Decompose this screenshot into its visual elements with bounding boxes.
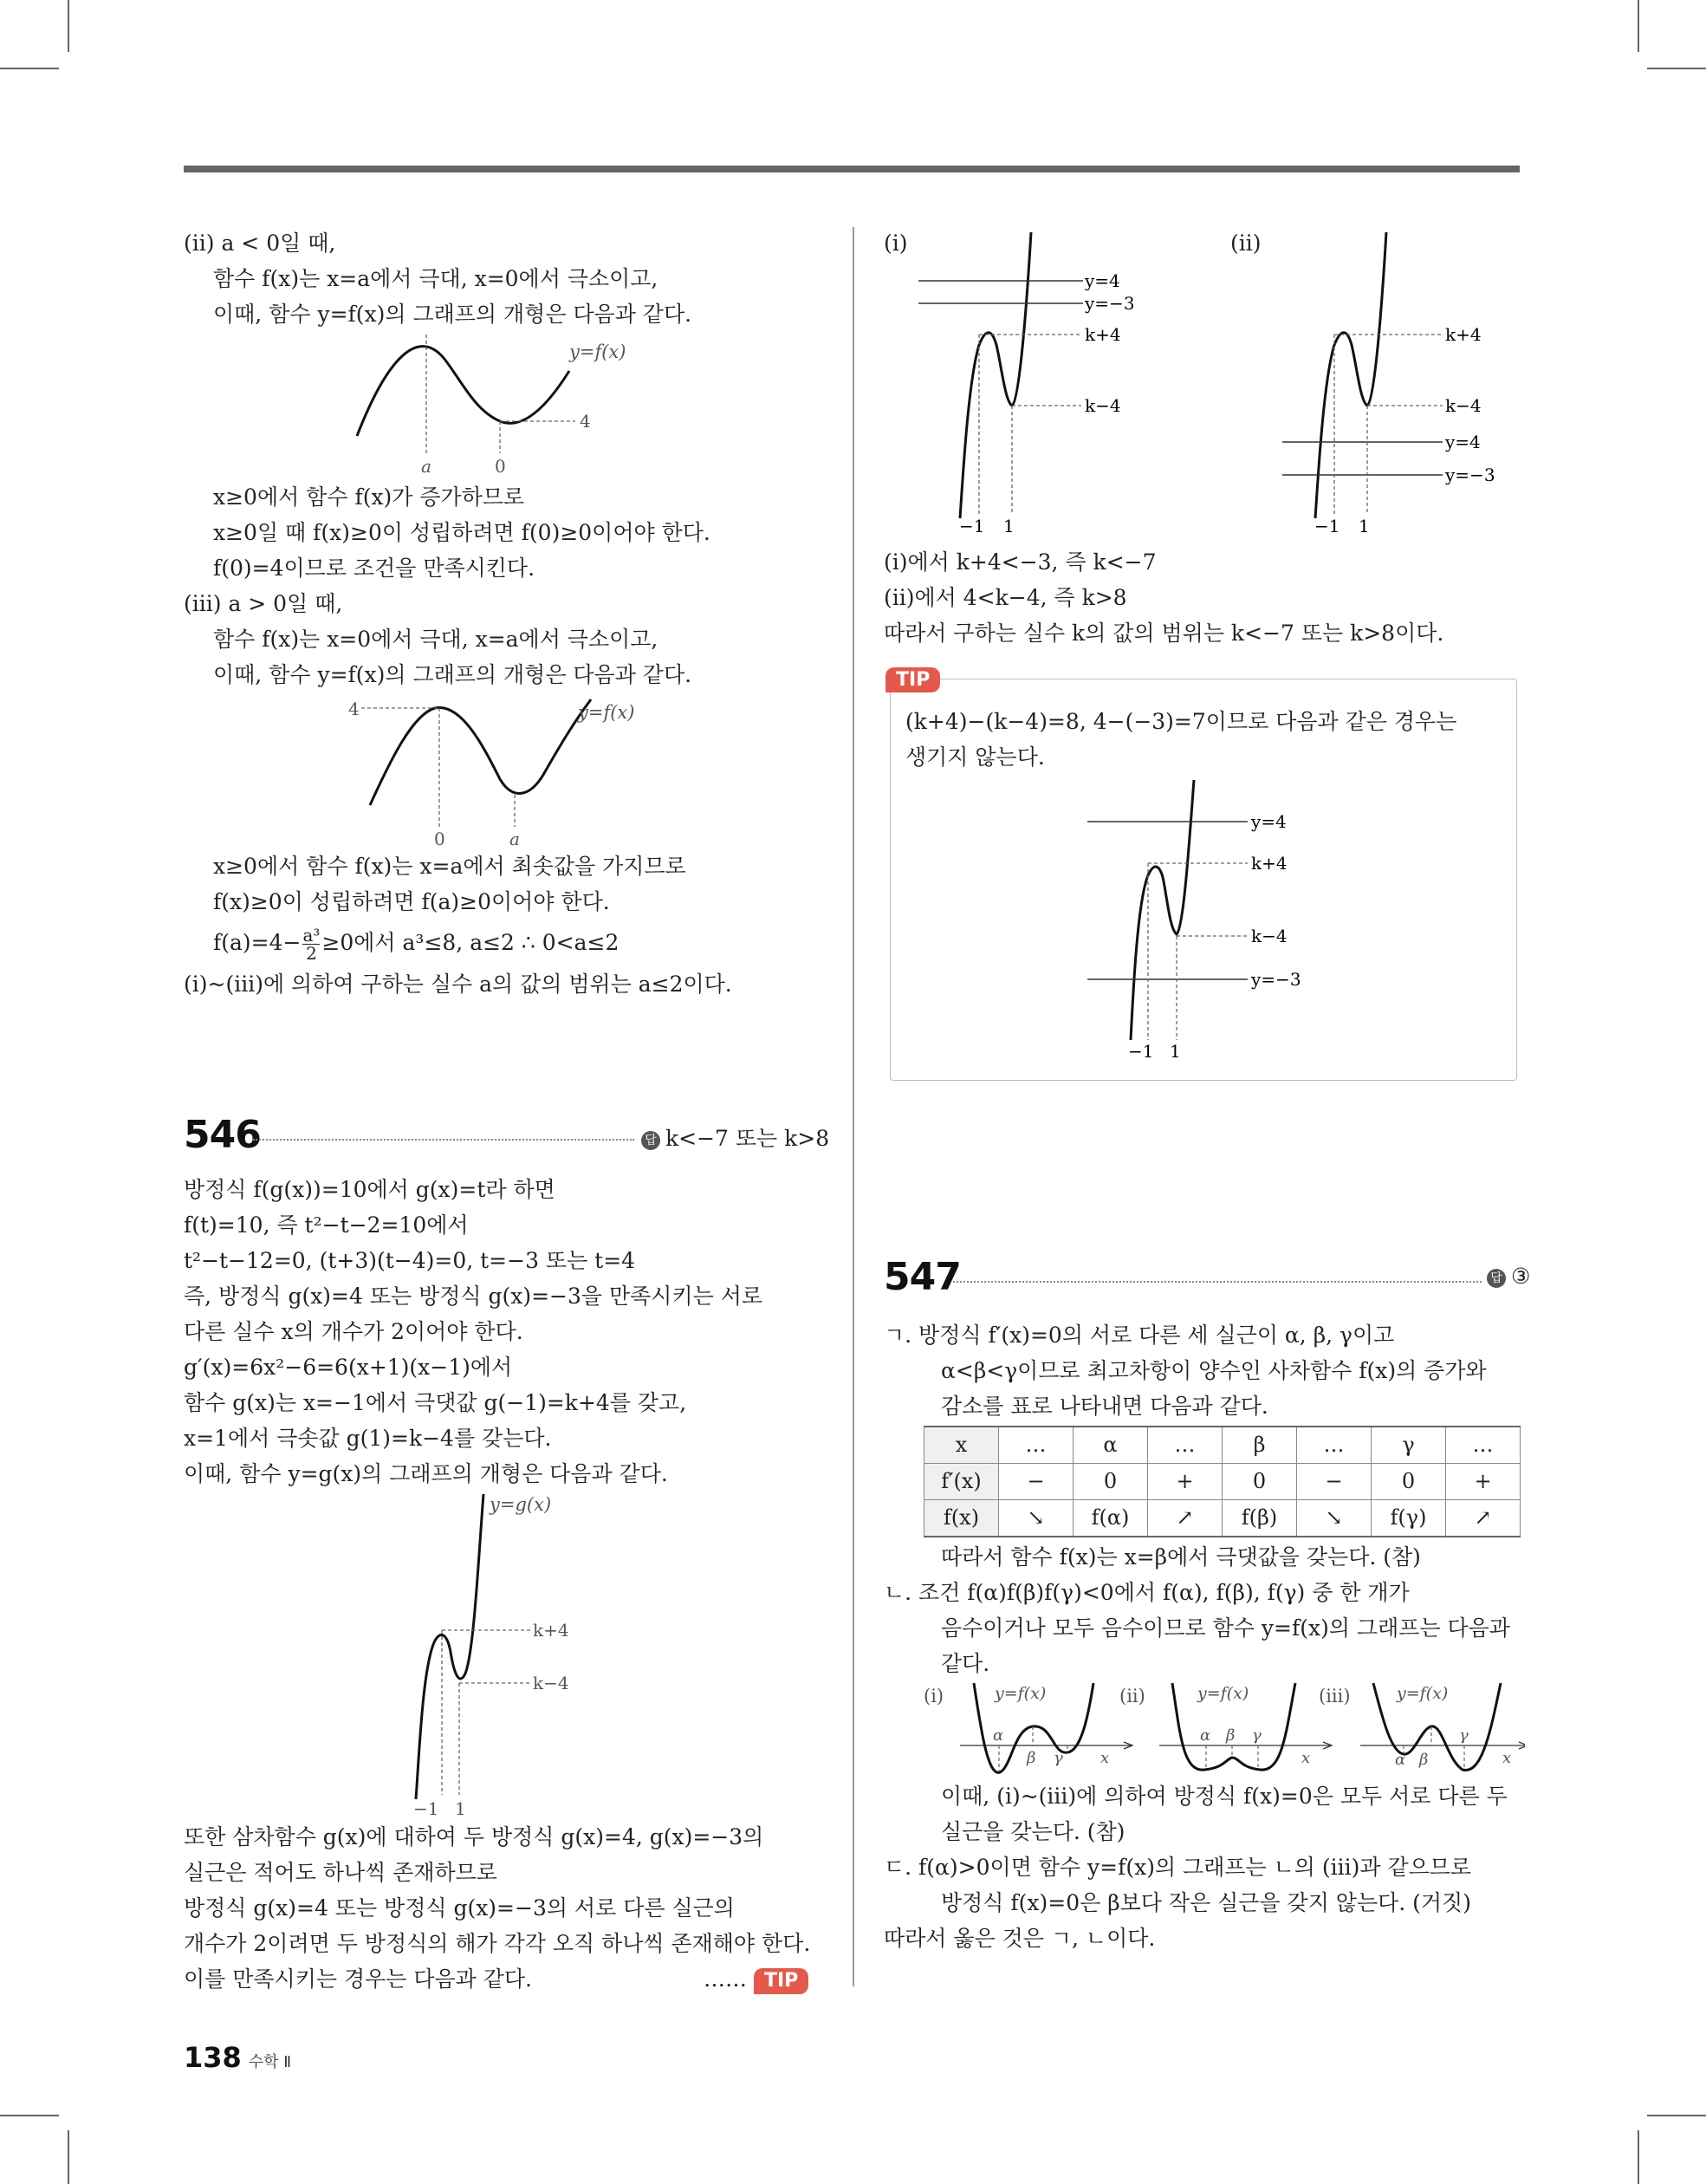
table-cell: f(β): [1223, 1500, 1297, 1537]
crop-mark: [0, 2115, 59, 2116]
table-cell: γ: [1372, 1427, 1446, 1464]
mini-label: (i): [924, 1686, 944, 1706]
text-line: 이때, (i)~(iii)에 의하여 방정식 f(x)=0은 모두 서로 다른 두: [941, 1784, 1508, 1809]
value-label: k−4: [1251, 926, 1288, 946]
text-line: 함수 f(x)는 x=0에서 극대, x=a에서 극소이고,: [213, 627, 658, 652]
axis-label: x: [1301, 1749, 1311, 1767]
curve-label: y=f(x): [569, 341, 626, 362]
right-figure-label-ii: (ii): [1230, 231, 1262, 256]
table-cell: …: [1446, 1427, 1521, 1464]
table-cell: β: [1223, 1427, 1297, 1464]
table-cell: −: [999, 1464, 1074, 1500]
tip-badge: TIP: [885, 667, 940, 692]
table-row: [924, 1500, 1521, 1537]
root-label: γ: [1252, 1726, 1262, 1745]
table-cell: −: [1297, 1464, 1372, 1500]
text-line: 실근을 갖는다. (참): [941, 1819, 1125, 1844]
table-cell: f′(x): [924, 1464, 999, 1500]
root-label: β: [1027, 1749, 1036, 1767]
axis-label: a: [509, 829, 520, 848]
crop-mark: [68, 0, 69, 52]
value-label: k−4: [533, 1673, 569, 1693]
axis-label: −1: [1314, 516, 1340, 536]
right-conclusion: [884, 544, 1516, 651]
problem-547-header: [884, 1255, 1531, 1303]
fraction-denominator: 2: [306, 943, 317, 964]
line-label: y=−3: [1085, 293, 1135, 314]
value-label: 4: [348, 699, 360, 719]
graph-case-i: [910, 232, 1187, 537]
text-line: [184, 1961, 825, 1997]
value-label: k+4: [1085, 324, 1121, 345]
table-cell: f(x): [924, 1500, 999, 1537]
text-line: g′(x)=6x²−6=6(x+1)(x−1)에서: [184, 1355, 513, 1380]
text-line: 이때, 함수 y=f(x)의 그래프의 개형은 다음과 같다.: [213, 302, 692, 327]
crop-mark: [1638, 2130, 1639, 2184]
text-line: 감소를 표로 나타내면 다음과 같다.: [941, 1394, 1268, 1419]
left-solution-continuation: [184, 225, 825, 1002]
table-cell: …: [1297, 1427, 1372, 1464]
text-line: f(0)=4이므로 조건을 만족시킨다.: [213, 556, 535, 581]
crop-mark: [68, 2130, 69, 2184]
text-line: 또한 삼차함수 g(x)에 대하여 두 방정식 g(x)=4, g(x)=−3의: [184, 1824, 764, 1849]
axis-label: 0: [495, 456, 506, 477]
answer-text: k<−7 또는 k>8: [665, 1126, 830, 1151]
text-line: 즉, 방정식 g(x)=4 또는 방정식 g(x)=−3을 만족시키는 서로: [184, 1284, 762, 1309]
value-label: k+4: [1445, 324, 1482, 345]
problem-number: 547: [884, 1255, 961, 1299]
curve-label: y=f(x): [1397, 1684, 1449, 1703]
conclusion-line: (i)~(iii)에 의하여 구하는 실수 a의 값의 범위는 a≤2이다.: [184, 972, 732, 997]
graph-case-ii: [184, 332, 825, 479]
quartic-graphs: [884, 1681, 1525, 1778]
axis-label: 1: [1359, 516, 1370, 536]
subject-label: 수학 Ⅱ: [248, 2053, 292, 2071]
text-line: 생기지 않는다.: [905, 744, 1045, 770]
line-label: y=4: [1251, 811, 1287, 832]
header-rule: [184, 166, 1520, 172]
root-label: γ: [1459, 1726, 1469, 1745]
table-cell: ↘: [999, 1500, 1074, 1537]
value-label: k+4: [1251, 853, 1288, 874]
table-cell: ↗: [1446, 1500, 1521, 1537]
line-label: y=4: [1085, 270, 1120, 291]
text-line: 같다.: [941, 1651, 990, 1676]
text-line: 이때, 함수 y=g(x)의 그래프의 개형은 다음과 같다.: [184, 1461, 668, 1486]
table-cell: 0: [1223, 1464, 1297, 1500]
text-line: (i)에서 k+4<−3, 즉 k<−7: [884, 549, 1157, 575]
mini-label: (iii): [1319, 1686, 1351, 1706]
problem-546-body: [184, 1172, 825, 1997]
axis-label: −1: [413, 1798, 439, 1819]
text-line: t²−t−12=0, (t+3)(t−4)=0, t=−3 또는 t=4: [184, 1248, 636, 1273]
axis-label: 1: [1170, 1041, 1181, 1062]
table-row: [924, 1427, 1521, 1464]
root-label: β: [1419, 1751, 1429, 1769]
tip-dots: ……: [704, 1966, 747, 1992]
answer-line: [1487, 1264, 1530, 1289]
table-cell: ↗: [1148, 1500, 1223, 1537]
curve-label: y=f(x): [578, 702, 635, 723]
curve-label: y=f(x): [1197, 1684, 1249, 1703]
right-figure-label-i: (i): [884, 231, 908, 256]
table-cell: ↘: [1297, 1500, 1372, 1537]
root-label: α: [1200, 1726, 1211, 1745]
text-fragment: 이를 만족시키는 경우는 다음과 같다.: [184, 1966, 532, 1992]
text-line: 개수가 2이려면 두 방정식의 해가 각각 오직 하나씩 존재해야 한다.: [184, 1931, 811, 1956]
text-line: x≥0에서 함수 f(x)는 x=a에서 최솟값을 가지므로: [213, 854, 686, 879]
answer-line: [641, 1121, 829, 1153]
line-label: y=−3: [1251, 969, 1301, 990]
table-cell: f(γ): [1372, 1500, 1446, 1537]
axis-label: 0: [434, 829, 445, 848]
axis-label: −1: [959, 516, 985, 536]
text-line: 따라서 옳은 것은 ㄱ, ㄴ이다.: [884, 1926, 1156, 1951]
axis-label: 1: [455, 1798, 466, 1819]
graph-case-iii: [184, 692, 825, 848]
text-line: 이때, 함수 y=f(x)의 그래프의 개형은 다음과 같다.: [213, 662, 692, 687]
text-line: ㄴ. 조건 f(α)f(β)f(γ)<0에서 f(α), f(β), f(γ) 중 한 개가: [884, 1580, 1410, 1605]
dotted-leader: [953, 1281, 1482, 1283]
text-line: f(t)=10, 즉 t²−t−2=10에서: [184, 1212, 469, 1238]
value-label: 4: [580, 411, 591, 432]
mini-graph-i: [924, 1683, 1132, 1772]
tip-text: [905, 704, 1512, 775]
crop-mark: [1638, 0, 1639, 52]
text-fragment: ≥0에서 a³≤8, a≤2 ∴ 0<a≤2: [321, 930, 619, 955]
text-line: 함수 f(x)는 x=a에서 극대, x=0에서 극소이고,: [213, 266, 658, 291]
table-cell: +: [1148, 1464, 1223, 1500]
column-divider: [853, 227, 854, 1986]
problem-546-header: [184, 1113, 830, 1161]
text-line: 따라서 함수 f(x)는 x=β에서 극댓값을 갖는다. (참): [941, 1544, 1421, 1570]
root-label: γ: [1054, 1749, 1063, 1767]
text-line: 다른 실수 x의 개수가 2이어야 한다.: [184, 1319, 523, 1344]
fraction: [302, 926, 320, 962]
problem-number: 546: [184, 1113, 261, 1157]
text-line: 실근은 적어도 하나씩 존재하므로: [184, 1860, 497, 1885]
line-label: y=−3: [1445, 465, 1495, 485]
text-line: ㄱ. 방정식 f′(x)=0의 서로 다른 세 실근이 α, β, γ이고: [884, 1323, 1395, 1348]
text-line: 음수이거나 모두 음수이므로 함수 y=f(x)의 그래프는 다음과: [941, 1615, 1510, 1641]
axis-label: x: [1100, 1749, 1110, 1767]
crop-mark: [1647, 2115, 1706, 2116]
fraction-line: [184, 920, 825, 966]
graph-g: [184, 1492, 825, 1819]
answer-text: ③: [1511, 1264, 1531, 1289]
text-line: 함수 g(x)는 x=−1에서 극댓값 g(−1)=k+4를 갖고,: [184, 1390, 687, 1415]
value-label: k−4: [1085, 395, 1121, 416]
case-ii-heading: (ii) a < 0일 때,: [184, 231, 336, 256]
answer-badge: 답: [1487, 1269, 1506, 1288]
root-label: β: [1226, 1726, 1236, 1745]
mini-graph-iii: [1319, 1683, 1525, 1771]
table-row: [924, 1464, 1521, 1500]
axis-label: −1: [1128, 1041, 1154, 1062]
value-label: k−4: [1445, 395, 1482, 416]
mini-label: (ii): [1119, 1686, 1145, 1706]
fraction-numerator: a³: [302, 925, 321, 946]
page-footer: [184, 2041, 291, 2074]
value-label: k+4: [533, 1620, 569, 1641]
axis-label: 1: [1003, 516, 1015, 536]
table-cell: 0: [1372, 1464, 1446, 1500]
text-line: 방정식 f(g(x))=10에서 g(x)=t라 하면: [184, 1177, 555, 1202]
graph-case-ii-k: [1265, 232, 1542, 537]
text-line: f(x)≥0이 성립하려면 f(a)≥0이어야 한다.: [213, 889, 610, 914]
text-line: 따라서 구하는 실수 k의 값의 범위는 k<−7 또는 k>8이다.: [884, 621, 1444, 646]
text-fragment: f(a)=4−: [213, 930, 302, 955]
curve-label: y=f(x): [995, 1684, 1047, 1703]
axis-label: x: [1502, 1749, 1512, 1767]
table-cell: 0: [1074, 1464, 1148, 1500]
curve-label: y=g(x): [490, 1494, 552, 1515]
text-line: (k+4)−(k−4)=8, 4−(−3)=7이므로 다음과 같은 경우는: [905, 709, 1457, 734]
line-label: y=4: [1445, 432, 1481, 452]
tip-badge: TIP: [754, 1968, 808, 1994]
table-cell: …: [1148, 1427, 1223, 1464]
axis-label: a: [421, 456, 431, 477]
root-label: α: [993, 1726, 1004, 1745]
text-line: x≥0에서 함수 f(x)가 증가하므로: [213, 484, 525, 510]
text-line: ㄷ. f(α)>0이면 함수 y=f(x)의 그래프는 ㄴ의 (iii)과 같으므로: [884, 1855, 1472, 1880]
table-cell: +: [1446, 1464, 1521, 1500]
text-line: x≥0일 때 f(x)≥0이 성립하려면 f(0)≥0이어야 한다.: [213, 520, 710, 545]
crop-mark: [0, 68, 59, 69]
answer-badge: 답: [641, 1131, 660, 1150]
graph-tip: [1083, 780, 1360, 1066]
text-line: 방정식 g(x)=4 또는 방정식 g(x)=−3의 서로 다른 실근의: [184, 1895, 735, 1921]
table-cell: …: [999, 1427, 1074, 1464]
mini-graph-ii: [1119, 1683, 1332, 1770]
text-line: (ii)에서 4<k−4, 즉 k>8: [884, 585, 1127, 610]
text-line: 방정식 f(x)=0은 β보다 작은 실근을 갖지 않는다. (거짓): [941, 1890, 1471, 1915]
text-line: x=1에서 극솟값 g(1)=k−4를 갖는다.: [184, 1426, 552, 1451]
text-line: α<β<γ이므로 최고차항이 양수인 사차함수 f(x)의 증가와: [941, 1358, 1487, 1383]
page-number: 138: [184, 2041, 242, 2074]
table-cell: x: [924, 1427, 999, 1464]
increase-decrease-table: [924, 1426, 1521, 1537]
case-iii-heading: (iii) a > 0일 때,: [184, 591, 343, 616]
tip-reference: [704, 1961, 808, 1997]
problem-547-body: [884, 1317, 1525, 1956]
table-cell: α: [1074, 1427, 1148, 1464]
root-label: α: [1395, 1751, 1406, 1769]
table-cell: f(α): [1074, 1500, 1148, 1537]
dotted-leader: [253, 1139, 634, 1141]
crop-mark: [1647, 68, 1706, 69]
